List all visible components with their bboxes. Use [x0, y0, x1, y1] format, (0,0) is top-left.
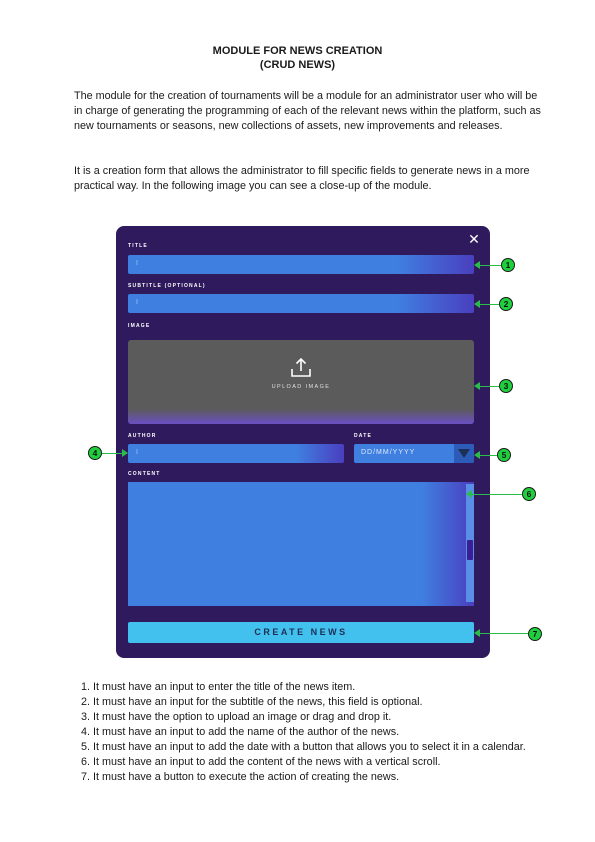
callout-line-7 [479, 633, 528, 634]
callout-badge-2: 2 [499, 297, 513, 311]
callout-line-3 [479, 386, 499, 387]
document-title-line-1: MODULE FOR NEWS CREATION [212, 45, 383, 57]
document-title-line-2: (CRUD NEWS) [259, 59, 336, 71]
date-picker-button[interactable] [454, 444, 474, 463]
callout-line-6 [471, 494, 522, 495]
list-item: 3. It must have the option to upload an image or drag and drop it. [93, 710, 573, 725]
author-label: AUTHOR [128, 433, 157, 439]
list-item: 6. It must have an input to add the content of the news with a vertical scroll. [93, 755, 573, 770]
intro-paragraph-1: The module for the creation of tournaments will be a module for an administrator user who will be in charge of generating the programming of each of the relevant news within the platform, such as new tournaments or seasons, new collections of assets, new improvements and releases. [74, 90, 541, 132]
upload-image-text: UPLOAD IMAGE [271, 384, 331, 390]
subtitle-input-cursor: I [136, 299, 138, 306]
document-title [0, 44, 595, 72]
callout-arrow-4 [122, 449, 128, 457]
close-icon[interactable]: ✕ [468, 231, 480, 247]
list-item: 4. It must have an input to add the name of the author of the news. [93, 725, 573, 740]
triangle-down-icon [458, 449, 470, 458]
callout-line-2 [479, 304, 499, 305]
callout-badge-4: 4 [88, 446, 102, 460]
content-scrollbar-thumb[interactable] [467, 540, 473, 560]
title-label: TITLE [128, 243, 148, 249]
author-input[interactable] [128, 444, 344, 463]
date-input[interactable] [354, 444, 474, 463]
image-label: IMAGE [128, 323, 151, 329]
callout-line-4 [102, 453, 122, 454]
callout-badge-3: 3 [499, 379, 513, 393]
list-item: 2. It must have an input for the subtitle of the news, this field is optional. [93, 695, 573, 710]
author-input-cursor: I [136, 449, 138, 456]
content-label: CONTENT [128, 471, 161, 477]
date-label: DATE [354, 433, 373, 439]
title-input-cursor: I [136, 260, 138, 267]
upload-icon [290, 358, 312, 378]
list-item: 5. It must have an input to add the date with a button that allows you to select it in a calendar. [93, 740, 573, 755]
requirements-list [74, 680, 573, 785]
callout-line-1 [479, 265, 501, 266]
callout-badge-6: 6 [522, 487, 536, 501]
content-textarea[interactable] [128, 482, 474, 606]
callout-line-5 [479, 455, 497, 456]
image-upload-area[interactable] [128, 340, 474, 424]
callout-badge-5: 5 [497, 448, 511, 462]
title-input[interactable] [128, 255, 474, 274]
create-news-button[interactable]: CREATE NEWS [128, 622, 474, 643]
intro-paragraph-2: It is a creation form that allows the administrator to fill specific fields to generate news in a more practical way. In the following image you can see a close-up of the module. [74, 165, 530, 192]
subtitle-input[interactable] [128, 294, 474, 313]
date-placeholder: DD/MM/YYYY [361, 449, 416, 456]
list-item: 1. It must have an input to enter the title of the news item. [93, 680, 573, 695]
callout-badge-1: 1 [501, 258, 515, 272]
callout-badge-7: 7 [528, 627, 542, 641]
list-item: 7. It must have a button to execute the action of creating the news. [93, 770, 573, 785]
subtitle-label: SUBTITLE (OPTIONAL) [128, 283, 206, 289]
